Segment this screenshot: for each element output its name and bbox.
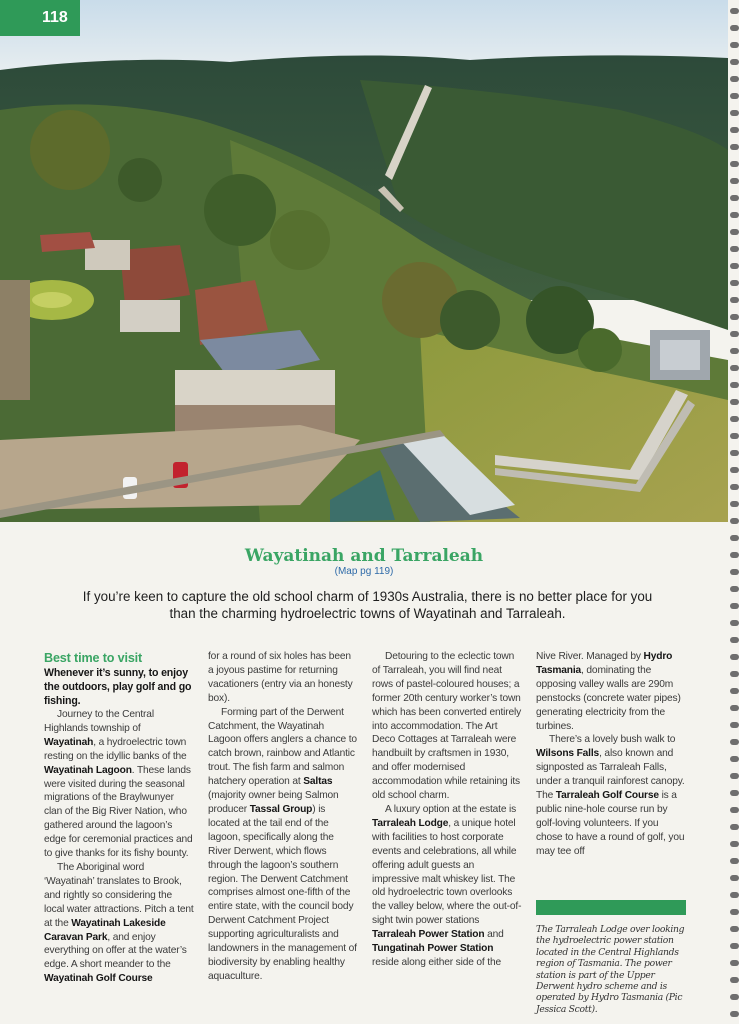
col1-paragraph-2: The Aboriginal word ‘Wayatinah’ translates to Brook, and rightly so considering the local water attractions. Pitch a tent at the Wayatinah Lakeside Caravan Park, and enjoy everything on offer at the water’s edge. A short meander to the Wayatinah Golf Course [44,861,194,985]
intro-paragraph: If you’re keen to capture the old school charm of 1930s Australia, there is no better place for you than the charming hydroelectric towns of Wayatinah and Tarraleah. [82,589,653,621]
col4-paragraph-1: Nive River. Managed by Hydro Tasmania, dominating the opposing valley walls are 290m penstocks (concrete water pipes) generating electricity from the turbines. [536,651,681,732]
text-column-4 [536,650,686,859]
text-column-3 [372,650,522,970]
spiral-binding-icon [728,0,739,1024]
article-title: Wayatinah and Tarraleah [244,546,484,566]
col1-paragraph-1: Journey to the Central Highlands township of Wayatinah, a hydroelectric town resting on the idyllic banks of the Wayatinah Lagoon. These lands were visited during the seasonal migrations of the Braylwunyer clan of the Big River Nation, who gathered around the lagoon’s edge for ceremonial practices and to give thanks for its fishy bounty. [44,709,193,860]
col4-paragraph-2: There’s a lovely bush walk to Wilsons Falls, also known and signposted as Tarraleah Falls, under a tranquil rainforest canopy. The Tarraleah Golf Course is a public nine-hole course run by golf-loving volunteers. If you chose to have a round of golf, you may tee off [536,734,685,857]
col2-paragraph-2: Forming part of the Derwent Catchment, the Wayatinah Lagoon offers anglers a chance to catch brown, rainbow and Atlantic trout. The fish farm and salmon hatchery operation at Saltas (majority owner being Salmon producer Tassal Group) is located at the tail end of the lagoon, specifically along the River Derwent, which flows through the lagoon’s southern region. The Derwent Catchment comprises almost one-fifth of the entire state, with the council body Derwent Catchment Project supporting agriculturalists and landowners in the management of biodiversity by enabling healthy aquaculture. [208,706,357,982]
text-column-2 [208,650,358,984]
page-number-tab [0,0,80,36]
best-time-heading: Best time to visit [44,651,143,665]
map-reference: (Map pg 119) [334,566,394,577]
text-column-1 [44,650,194,986]
photo-caption: The Tarraleah Lodge over looking the hydroelectric power station located in the Central Highlands region of Tasmania. The power station is part of the Upper Derwent hydro scheme and is operated by Hydro Tasmania (Pic Jessica Scott). [536,924,685,1015]
best-time-lead: Whenever it’s sunny, to enjoy the outdoors, play golf and go fishing. [44,667,192,707]
col2-paragraph-1: for a round of six holes has been a joyous pastime for returning vacationers (entry via an honesty box). [208,651,353,704]
col3-paragraph-2: A luxury option at the estate is Tarraleah Lodge, a unique hotel with facilities to host corporate events and celebrations, all while offering adult guests an impressive malt whiskey list. The old hydroelectric town overlooks the valley below, where the out-of-sight twin power stations Tarraleah Power Station and Tungatinah Power Station reside along either side of the [372,803,522,968]
col3-paragraph-1: Detouring to the eclectic town of Tarraleah, you will find neat rows of pastel-coloured houses; a former 20th century worker’s town which has been converted entirely into accommodation. The Art Deco Cottages at Tarraleah were handbuilt by craftsmen in 1930, and offer modernised accommodation while retaining its old school charm. [372,651,522,802]
page-number: 118 [42,9,68,26]
caption-bar [536,900,686,915]
